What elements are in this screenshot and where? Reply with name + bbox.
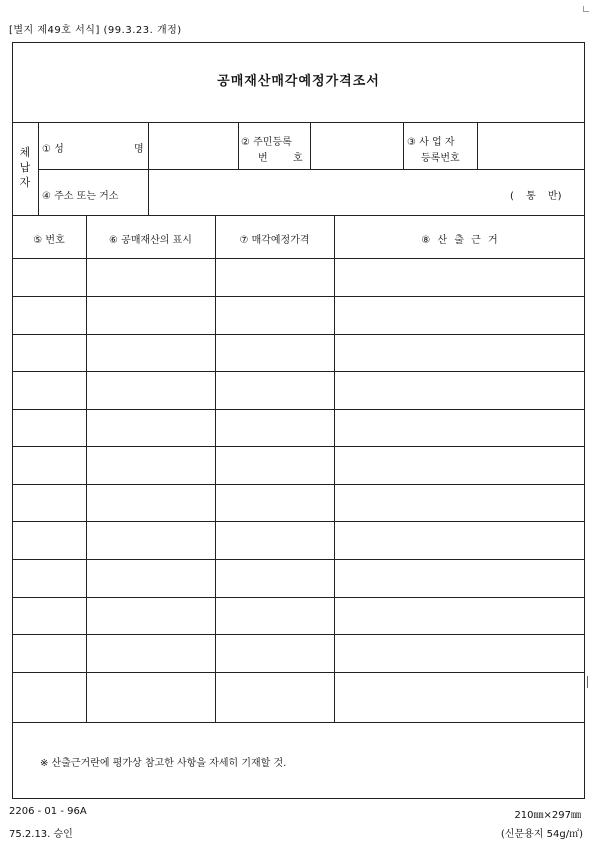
business-no-label: 등록번호 [421,153,460,164]
page-corner-mark [583,6,589,12]
row-line [12,521,585,522]
row-line [12,334,585,335]
business-no-label: ③ 사 업 자 [407,137,455,148]
footer-line-2 [9,825,583,840]
taxpayer-col-divider [148,122,149,215]
row-line [12,597,585,598]
column-header-bottom-line [12,258,585,259]
form-code: 2206 - 01 - 96A [9,806,87,817]
form-header: [별지 제49호 서식] (99.3.23. 개정) [9,25,182,36]
table-col-divider [86,215,87,722]
paper-spec: (신문용지 54g/㎡) [500,829,583,840]
column-header-price: ⑦ 매각예정가격 [239,235,310,246]
name-label-end: 명 [134,144,144,155]
taxpayer-divider [38,169,585,170]
row-line [12,559,585,560]
row-line [12,484,585,485]
column-header-property: ⑥ 공매재산의 표시 [109,235,192,246]
approval-date: 75.2.13. 승인 [9,829,73,840]
taxpayer-col-divider [403,122,404,169]
row-line [12,371,585,372]
taxpayer-bottom-line [12,215,585,216]
taxpayer-label-divider [38,122,39,215]
form-note: ※ 산출근거란에 평가상 참고한 사항을 자세히 기재할 것. [40,758,287,769]
table-col-divider [334,215,335,722]
form-title: 공매재산매각예정가격조서 [217,74,380,89]
taxpayer-col-divider [310,122,311,169]
row-line [12,672,585,673]
taxpayer-col-divider [477,122,478,169]
text-cursor-mark [587,676,588,688]
row-line [12,634,585,635]
taxpayer-col-divider [238,122,239,169]
column-header-basis: ⑧ 산 출 근 거 [421,235,498,246]
footer-line-1 [9,806,581,821]
taxpayer-label [18,145,32,190]
table-col-divider [215,215,216,722]
taxpayer-label-char: 납 [19,161,31,174]
table-bottom-line [12,722,585,723]
resident-no-label: ② 주민등록 [241,137,292,148]
column-header-number: ⑤ 번호 [33,235,65,246]
paper-size: 210㎜×297㎜ [514,810,581,821]
address-label: ④ 주소 또는 거소 [42,191,119,202]
taxpayer-label-char: 체 [19,146,31,159]
taxpayer-label-char: 자 [19,176,31,189]
title-divider [12,122,585,123]
name-label: ① 성 [42,144,64,155]
resident-no-label-char: 호 [293,153,303,164]
resident-no-label-char: 번 [258,153,268,164]
row-line [12,409,585,410]
address-suffix: ( 통 반) [510,191,562,202]
row-line [12,296,585,297]
row-line [12,446,585,447]
